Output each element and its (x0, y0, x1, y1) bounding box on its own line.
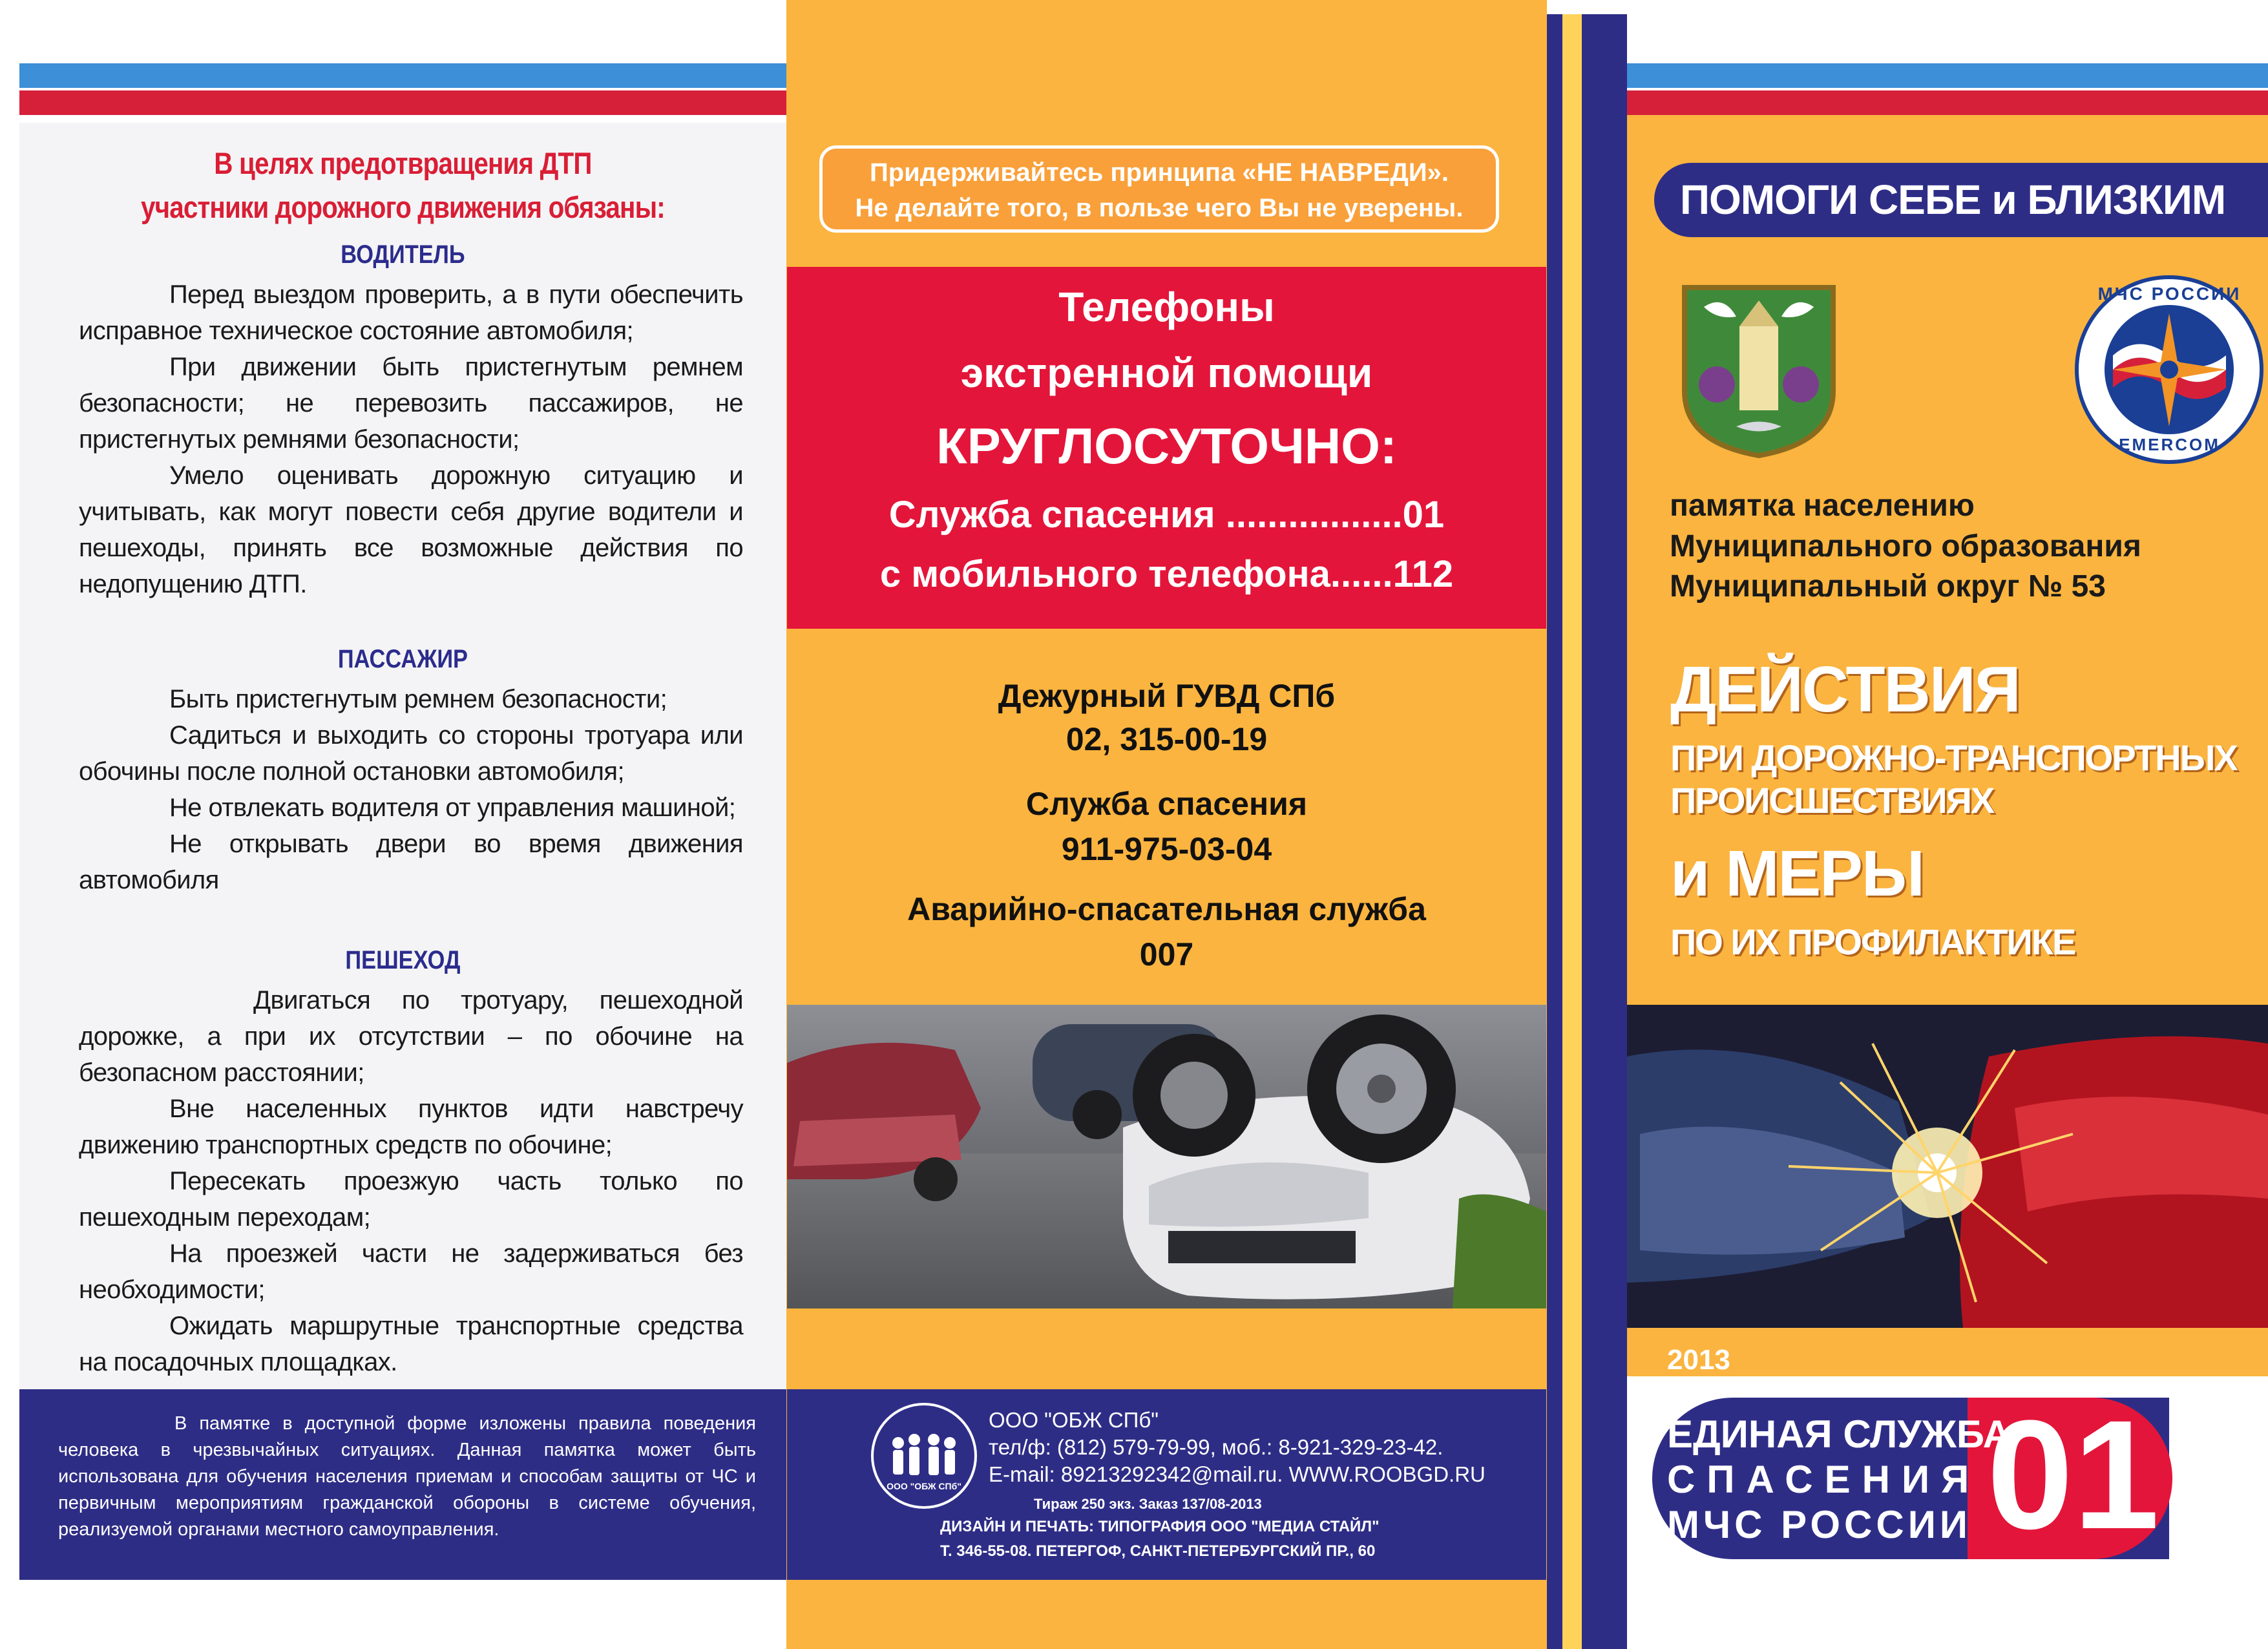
left-title-line2: участники дорожного движения обязаны: (141, 190, 665, 224)
mchs-badge-top-text: МЧС РОССИИ (2097, 284, 2242, 304)
driver-heading: ВОДИТЕЛЬ (341, 240, 465, 269)
print-run: Тираж 250 экз. Заказ 137/08-2013 (1034, 1496, 1262, 1512)
notice-line2: Не делайте того, в пользе чего Вы не уверены. (855, 194, 1464, 222)
rescue-label: Служба спасения (1025, 786, 1308, 822)
fold-strip-right (1582, 14, 1627, 1649)
title-prevention: ПО ИХ ПРОФИЛАКТИКЕ (1670, 921, 2075, 962)
phones-title-line3: КРУГЛОСУТОЧНО: (936, 417, 1397, 474)
flag-stripe-red (1627, 90, 2268, 115)
publisher-name: ООО "ОБЖ СПб" (989, 1408, 1159, 1432)
publisher-phone: тел/ф: (812) 579-79-99, моб.: 8-921-329-23-42. (989, 1435, 1444, 1459)
emergency-label: Аварийно-спасательная служба (907, 891, 1426, 927)
mobile-line: с мобильного телефона......112 (879, 553, 1454, 595)
service-line2: СПАСЕНИЯ (1667, 1458, 1981, 1501)
middle-bottom-strip (787, 1580, 1546, 1632)
pedestrian-item: На проезжей части не задерживаться без необходимости; (79, 1239, 743, 1304)
pedestrian-item: Пересекать проезжую часть только по пешеходным переходам; (79, 1167, 743, 1232)
guvd-numbers: 02, 315-00-19 (1066, 721, 1268, 757)
emergency-number: 007 (1139, 936, 1194, 972)
pedestrian-item: Вне населенных пунктов идти навстречу движению транспортных средств по обочине; (79, 1095, 743, 1159)
title-road-accidents: ПРИ ДОРОЖНО-ТРАНСПОРТНЫХ (1670, 737, 2237, 778)
memo-line1: памятка населению (1670, 488, 1975, 523)
flag-stripe-blue (1627, 63, 2268, 88)
publisher-email: E-mail: 89213292342@mail.ru. WWW.ROOBGD.RU (989, 1462, 1486, 1486)
crash-photo-overturned-car (787, 1005, 1546, 1308)
phones-title-line2: экстренной помощи (960, 350, 1373, 396)
passenger-item: Не отвлекать водителя от управления машиной; (169, 793, 736, 822)
fold-gap (1562, 14, 1582, 1649)
driver-item: Умело оценивать дорожную ситуацию и учитывать, как могут повести себя другие водители и пешеходы, принять все возможные действия по недопущению ДТП. (79, 461, 743, 598)
passenger-item: Садиться и выходить со стороны тротуара или обочины после полной остановки автомобиля; (79, 721, 743, 786)
service-line1: ЕДИНАЯ СЛУЖБА (1667, 1413, 2011, 1456)
top-banner: ПОМОГИ СЕБЕ и БЛИЗКИМ (1654, 163, 2268, 237)
crash-photo-collision (1627, 1005, 2268, 1328)
footer-description: В памятке в доступной форме изложены правила поведения человека в чрезвычайных ситуациях. Данная памятка может быть использована для обучения населения приемам и способам защиты от ЧС и первичным мероприятиям гражданской обороны в системе обучения, реализуемой органами местного самоуправления. (58, 1413, 756, 1540)
rescue-line: Служба спасения .................01 (888, 494, 1445, 536)
driver-item: При движении быть пристегнутым ремнем безопасности; не перевозить пассажиров, не пристегнутых ремнями безопасности; (79, 353, 743, 454)
driver-text (79, 277, 743, 602)
pedestrian-heading: ПЕШЕХОД (345, 946, 461, 974)
passenger-item: Быть пристегнутым ремнем безопасности; (169, 685, 667, 713)
publisher-logo-icon (869, 1401, 979, 1511)
title-actions: ДЕЙСТВИЯ (1670, 653, 2020, 726)
memo-line3: Муниципальный округ № 53 (1670, 569, 2106, 604)
service-line3: МЧС РОССИИ (1667, 1503, 1971, 1546)
title-incidents: ПРОИСШЕСТВИЯХ (1670, 780, 1994, 821)
service-number: 01 (1987, 1388, 2159, 1561)
design-credit: ДИЗАЙН И ПЕЧАТЬ: ТИПОГРАФИЯ ООО "МЕДИА СТАЙЛ" (940, 1518, 1380, 1535)
notice-line1: Придерживайтесь принципа «НЕ НАВРЕДИ». (869, 158, 1449, 187)
publisher-address: Т. 346-55-08. ПЕТЕРГОФ, САНКТ-ПЕТЕРБУРГСКИЙ ПР., 60 (940, 1542, 1376, 1560)
pedestrian-text (79, 982, 743, 1380)
pedestrian-item: Двигаться по тротуару, пешеходной дорожке, а при их отсутствии – по обочине на безопасном расстоянии; (79, 986, 743, 1087)
year-label: 2013 (1667, 1344, 1730, 1376)
publisher-logo-text: ООО "ОБЖ СПб" (887, 1481, 961, 1491)
coat-of-arms-icon (1678, 281, 1840, 459)
mchs-badge-bottom-text: EMERCOM (2119, 435, 2220, 454)
fold-strip-left (1547, 14, 1562, 1649)
mchs-emblem-icon (2074, 275, 2265, 465)
rescue-number: 911-975-03-04 (1061, 831, 1272, 867)
notice-box (819, 145, 1499, 233)
pedestrian-item: Ожидать маршрутные транспортные средства на посадочных площадках. (79, 1312, 743, 1376)
flag-stripe-red (19, 90, 786, 115)
driver-item: Перед выездом проверить, а в пути обеспечить исправное техническое состояние автомобиля; (79, 280, 743, 345)
memo-line2: Муниципального образования (1670, 529, 2141, 563)
flag-stripe-blue (19, 63, 786, 88)
passenger-item: Не открывать двери во время движения автомобиля (79, 830, 743, 894)
fold-strip-left-bottom (1547, 1580, 1562, 1649)
passenger-heading: ПАССАЖИР (337, 645, 468, 673)
passenger-text (79, 681, 743, 898)
title-and-measures: и МЕРЫ (1670, 837, 1924, 910)
phones-title-line1: Телефоны (1058, 284, 1275, 330)
guvd-label: Дежурный ГУВД СПб (998, 678, 1336, 714)
left-title-line1: В целях предотвращения ДТП (214, 146, 592, 180)
